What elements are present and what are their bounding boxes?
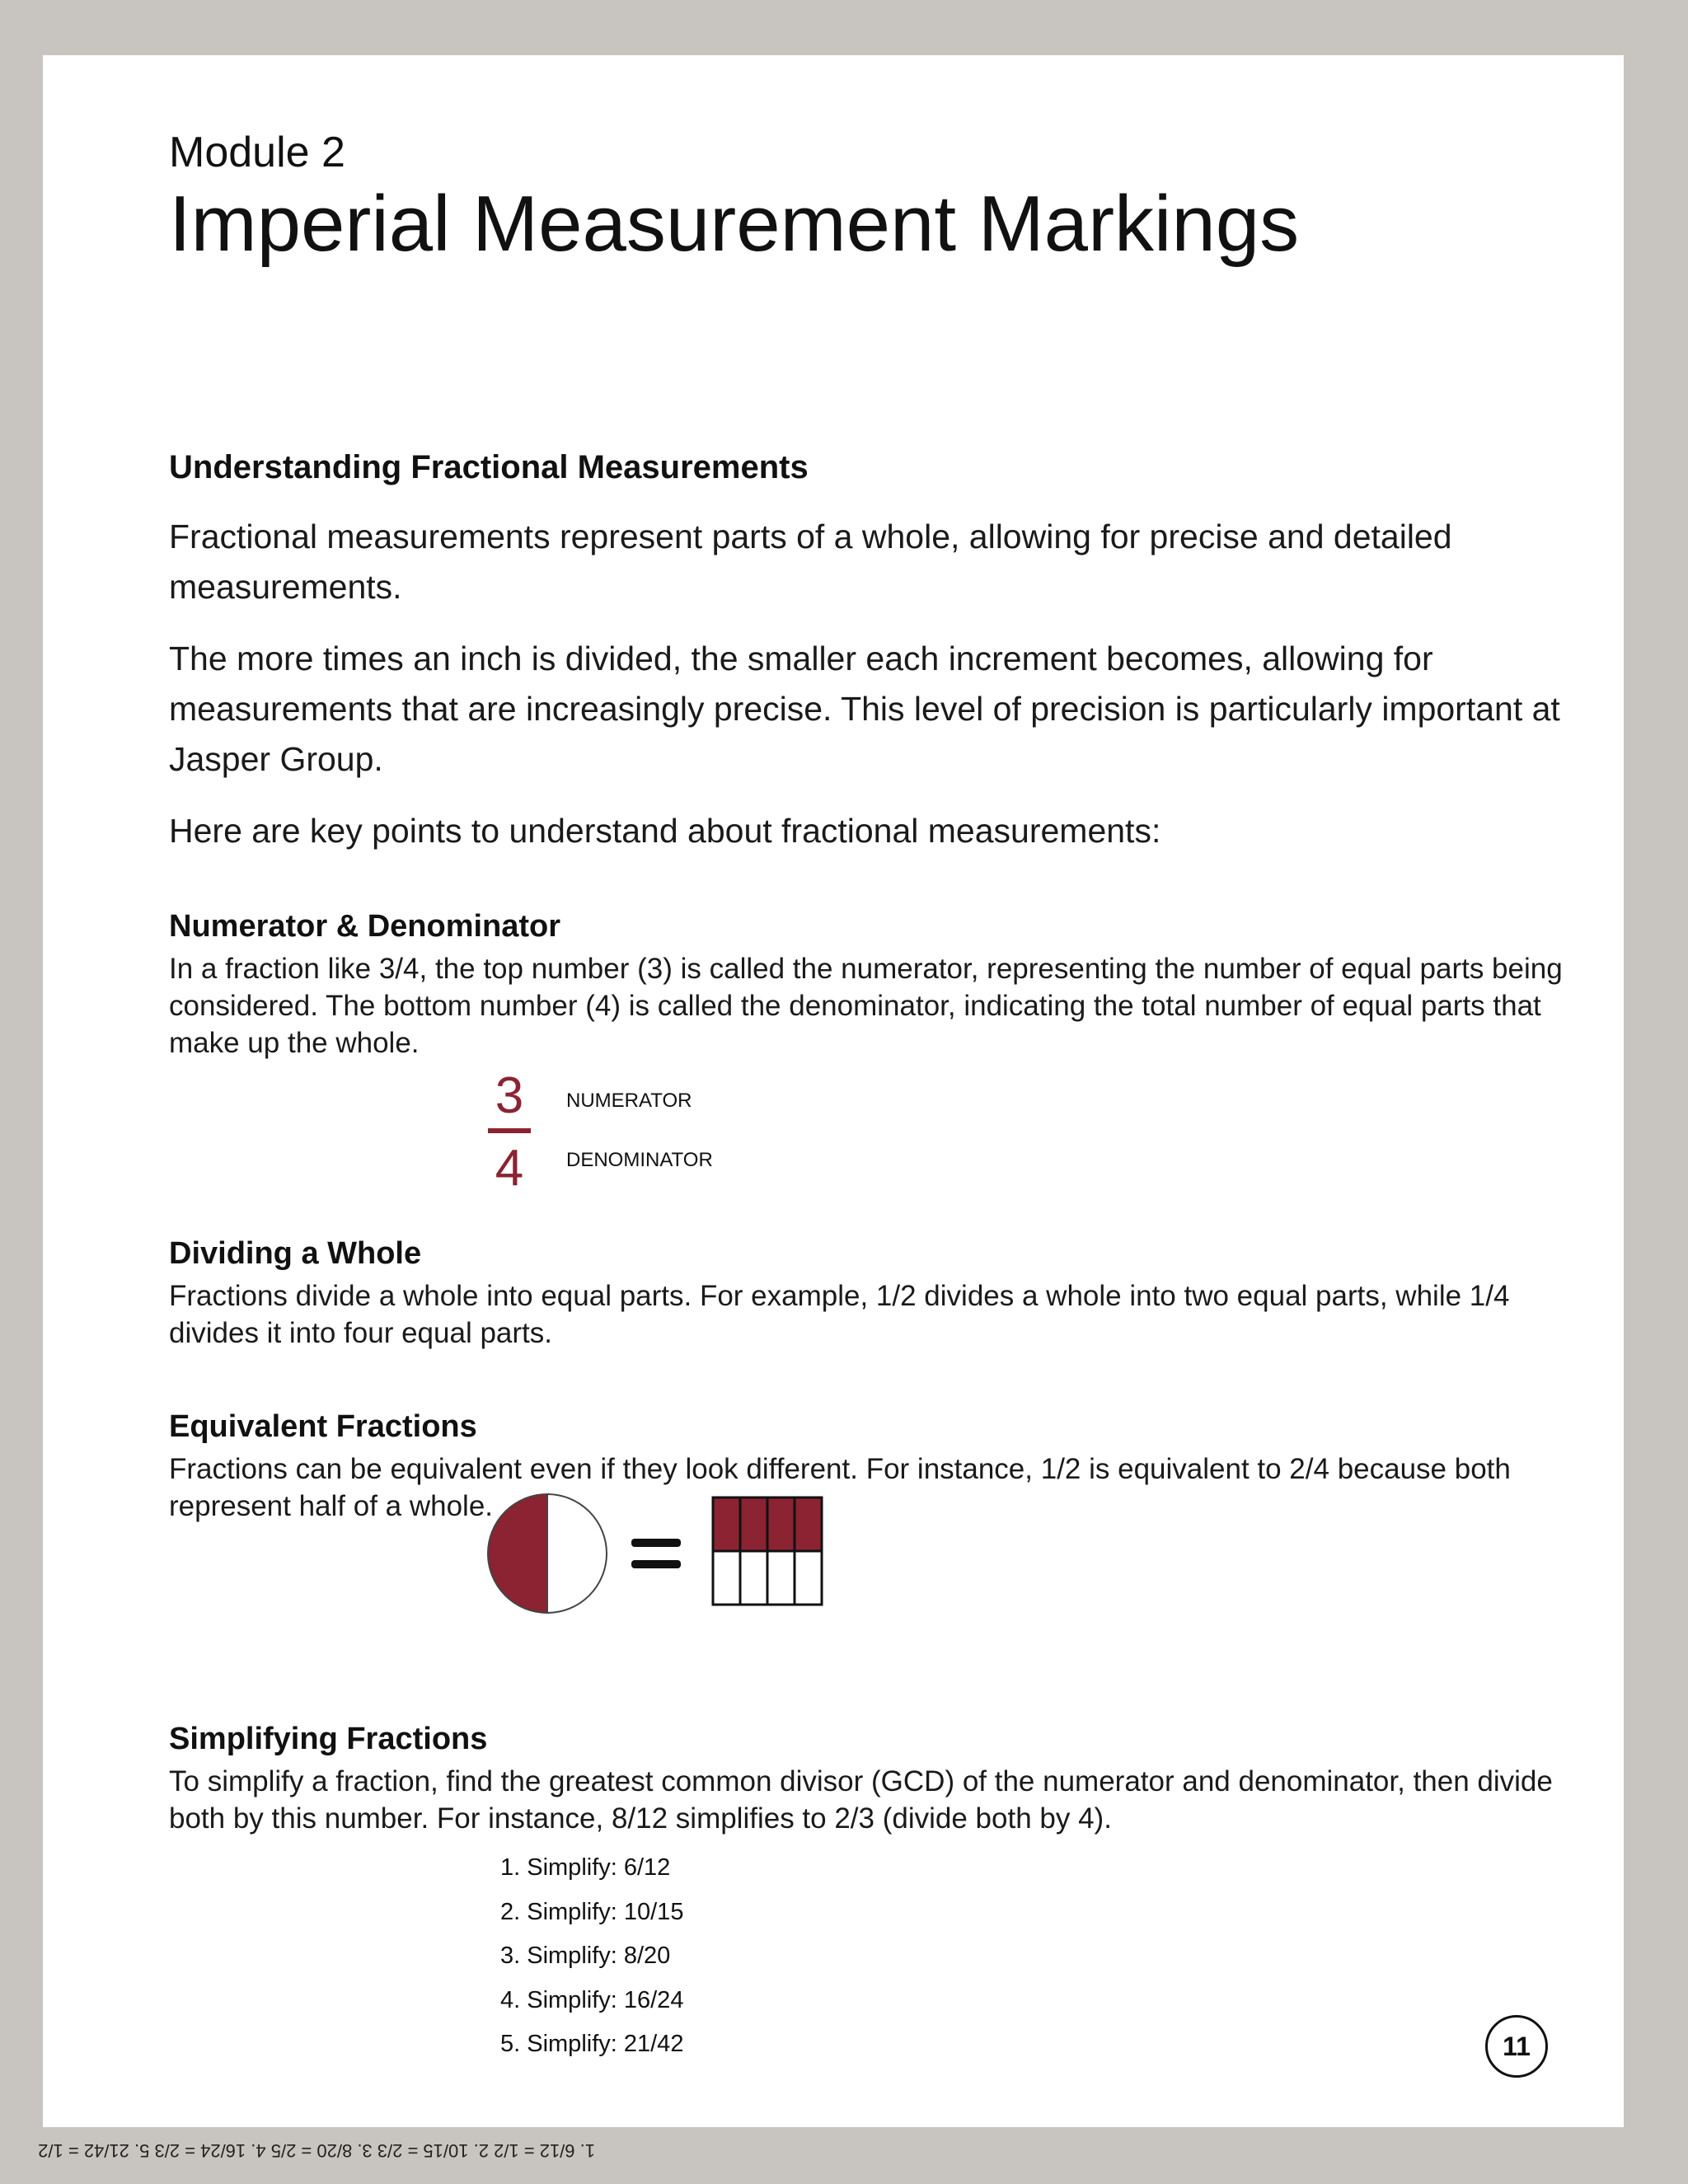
grid-cell-filled [795,1497,822,1551]
document-page [43,55,1624,2127]
page-number-badge: 11 [1485,2015,1548,2078]
grid-cell-empty [767,1551,795,1605]
equivalent-heading: Equivalent Fractions [169,1409,477,1444]
equals-sign-icon [631,1539,681,1568]
circle-filled-half [488,1494,547,1613]
fraction-denominator: 4 [495,1140,524,1197]
numerator-label: NUMERATOR [566,1090,692,1112]
exercise-item: 2. Simplify: 10/15 [500,1898,684,1925]
quarter-grid-icon [713,1497,822,1605]
dividing-whole-body: Fractions divide a whole into equal parts. For example, 1/2 divides a whole into two equal parts, while 1/4 divides it into four equal parts. [169,1280,1510,1349]
dividing-whole-heading: Dividing a Whole [169,1236,422,1271]
intro-paragraph-1: Fractional measurements represent parts of a whole, allowing for precise and detailed measurements. [169,518,1452,606]
half-circle-icon [488,1494,607,1613]
exercise-item: 4. Simplify: 16/24 [500,1986,684,2013]
intro-heading: Understanding Fractional Measurements [169,449,809,485]
intro-paragraph-3: Here are key points to understand about fractional measurements: [169,812,1161,850]
fraction-numerator: 3 [495,1067,524,1124]
fraction-diagram [485,1019,815,1201]
module-label: Module 2 [169,129,345,176]
denominator-label: DENOMINATOR [566,1149,713,1171]
grid-cell-empty [795,1551,822,1605]
exercise-item: 5. Simplify: 21/42 [500,2031,684,2057]
fraction-bar [488,1128,531,1133]
intro-paragraph-2: The more times an inch is divided, the smaller each increment becomes, allowing for measurements that are increasingly precise. This level of precision is particularly important at Jasper Group. [169,640,1560,778]
numerator-denominator-heading: Numerator & Denominator [169,909,561,944]
simplifying-heading: Simplifying Fractions [169,1722,488,1756]
grid-cell-filled [740,1497,767,1551]
grid-cell-filled [713,1497,740,1551]
exercise-item: 3. Simplify: 8/20 [500,1943,671,1969]
exercise-list [500,1846,683,2067]
grid-cell-empty [713,1551,740,1605]
exercise-item: 1. Simplify: 6/12 [500,1854,671,1881]
grid-cell-empty [740,1551,767,1605]
equivalence-diagram [485,1488,872,1628]
page-title: Imperial Measurement Markings [169,180,1300,268]
upside-down-answer-key: 1. 6/12 = 1/2 2. 10/15 = 2/3 3. 8/20 = 2/5 4. 16/24 = 2/3 5. 21/42 = 1/2 [38,2140,595,2161]
grid-cell-filled [767,1497,795,1551]
equivalent-body: Fractions can be equivalent even if they look different. For instance, 1/2 is equivalent to 2/4 because both represent half of a whole. [169,1453,1511,1522]
numerator-denominator-body: In a fraction like 3/4, the top number (3) is called the numerator, representing the number of equal parts being considered. The bottom number (4) is called the denominator, indicating the total number of equal parts that make up the whole. [169,953,1563,1059]
simplifying-body: To simplify a fraction, find the greatest common divisor (GCD) of the numerator and denominator, then divide both by this number. For instance, 8/12 simplifies to 2/3 (divide both by 4). [169,1765,1553,1835]
